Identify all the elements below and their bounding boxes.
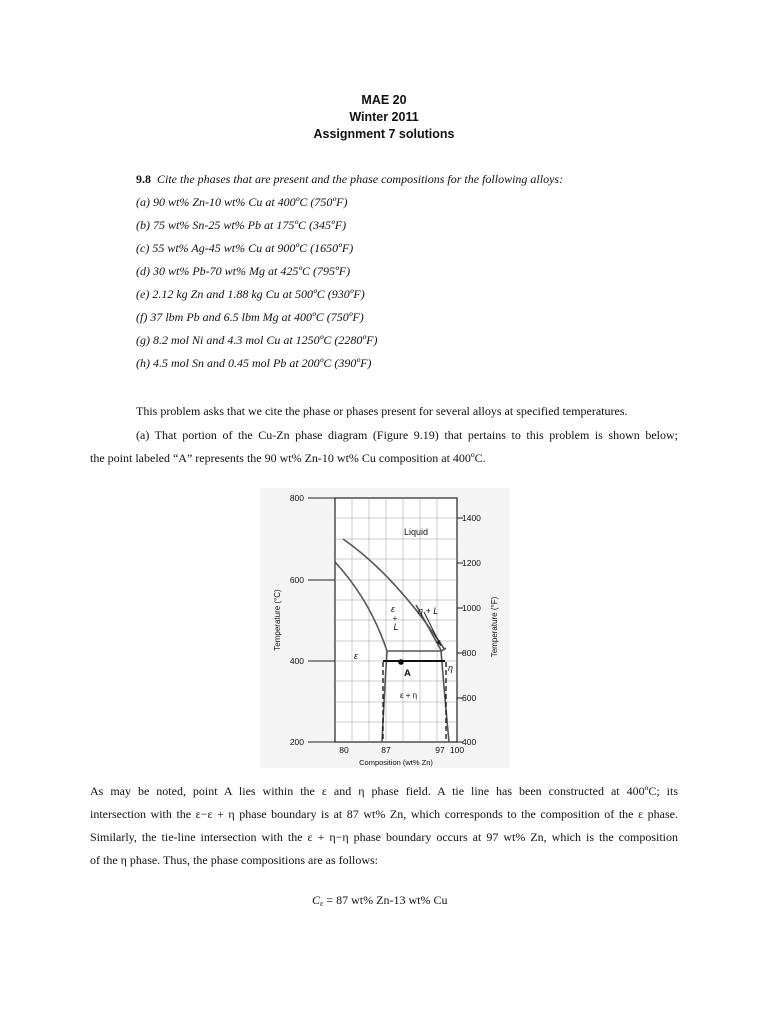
right-tick-600: 600 [462, 693, 477, 703]
bottom-tick-97: 97 [435, 745, 445, 755]
point-a-marker [398, 659, 404, 665]
y-axis-title-left: Temperature (°C) [273, 589, 282, 651]
label-eps-top: ε [391, 604, 395, 614]
right-tick-1000: 1000 [462, 603, 481, 613]
problem-item-a: (a) 90 wt% Zn-10 wt% Cu at 400ºC (750ºF) [136, 195, 348, 209]
problem-item-g: (g) 8.2 mol Ni and 4.3 mol Cu at 1250ºC (2280ºF) [136, 333, 378, 347]
equation-subscript: ε [320, 899, 324, 908]
y-axis-title-right: Temperature (°F) [490, 596, 499, 658]
label-eta-l: η + L [418, 606, 439, 616]
analysis-line-1: As may be noted, point A lies within the ε and η phase field. A tie line has been constructed at 400ºC; its [90, 784, 678, 798]
left-tick-200: 200 [289, 737, 304, 747]
part-a-line-2: the point labeled “A” represents the 90 wt% Zn-10 wt% Cu composition at 400ºC. [90, 451, 486, 465]
problem-item-h: (h) 4.5 mol Sn and 0.45 mol Pb at 200ºC (390ºF) [136, 356, 372, 370]
bottom-tick-87: 87 [381, 745, 391, 755]
assignment-title: Assignment 7 solutions [313, 127, 455, 141]
analysis-line-4: of the η phase. Thus, the phase compositions are as follows: [90, 853, 378, 867]
problem-item-f: (f) 37 lbm Pb and 6.5 lbm Mg at 400ºC (750ºF) [136, 310, 364, 324]
bottom-tick-100: 100 [449, 745, 465, 755]
label-point-a: A [404, 668, 411, 679]
right-tick-400: 400 [462, 737, 477, 747]
left-tick-600: 600 [289, 575, 304, 585]
problem-text: Cite the phases that are present and the phase compositions for the following alloys: [157, 172, 564, 186]
problem-item-d: (d) 30 wt% Pb-70 wt% Mg at 425ºC (795ºF) [136, 264, 351, 278]
problem-item-e: (e) 2.12 kg Zn and 1.88 kg Cu at 500ºC (930ºF) [136, 287, 365, 301]
part-a-line-1: (a) That portion of the Cu-Zn phase diagram (Figure 9.19) that pertains to this problem is shown below; [136, 428, 678, 442]
bottom-tick-80: 80 [339, 745, 349, 755]
analysis-line-3: Similarly, the tie-line intersection with the ε + η−η phase boundary occurs at 97 wt% Zn, which is the composition [90, 830, 678, 844]
x-axis-title: Composition (wt% Zn) [359, 758, 433, 767]
problem-item-c: (c) 55 wt% Ag-45 wt% Cu at 900ºC (1650ºF) [136, 241, 354, 255]
right-tick-1200: 1200 [462, 558, 481, 568]
equation-value: = 87 wt% Zn-13 wt% Cu [323, 893, 448, 907]
left-tick-800: 800 [289, 493, 304, 503]
problem-item-b: (b) 75 wt% Sn-25 wt% Pb at 175ºC (345ºF) [136, 218, 347, 232]
problem-number: 9.8 [136, 172, 151, 186]
label-l-left: L [393, 622, 399, 632]
label-eps-left: ε [354, 651, 358, 661]
term-title: Winter 2011 [349, 110, 419, 124]
label-liquid: Liquid [404, 527, 429, 537]
right-tick-800: 800 [462, 648, 477, 658]
right-tick-1400: 1400 [462, 513, 481, 523]
label-eps-eta: ε + η [400, 691, 418, 700]
label-eta-right: η [448, 663, 453, 673]
course-title: MAE 20 [361, 93, 407, 107]
composition-equation [312, 893, 447, 908]
label-plus: + [392, 614, 398, 623]
left-tick-400: 400 [289, 656, 304, 666]
solution-intro: This problem asks that we cite the phase or phases present for several alloys at specified temperatures. [136, 404, 628, 418]
analysis-line-2: intersection with the ε−ε + η phase boundary is at 87 wt% Zn, which corresponds to the composition of the ε phase. [90, 807, 678, 821]
equation-variable: C [312, 893, 321, 907]
